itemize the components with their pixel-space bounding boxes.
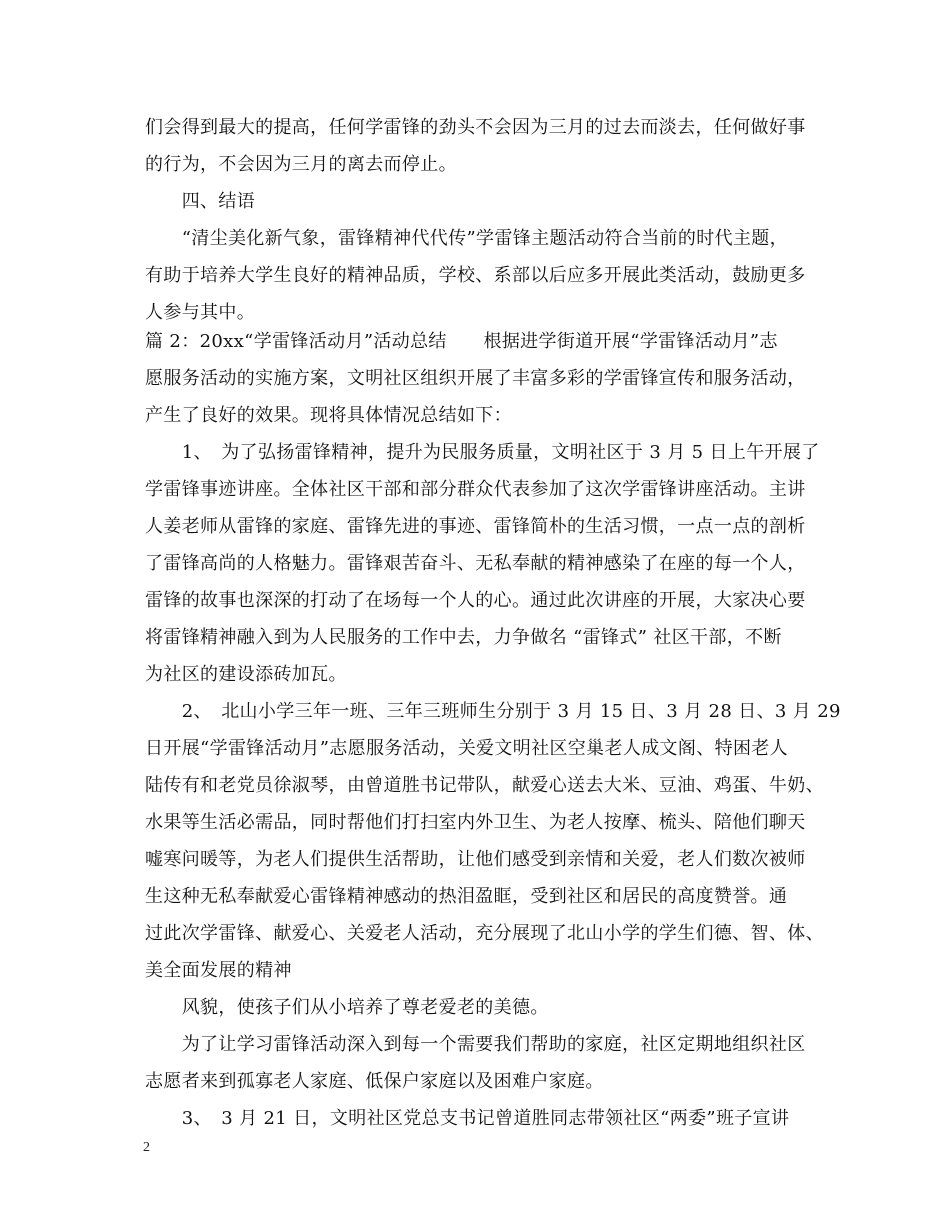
text-line: 1、 为了弘扬雷锋精神，提升为民服务质量，文明社区于 3 月 5 日上午开展了 [145, 442, 820, 463]
text-line: 美全面发展的精神 [145, 960, 292, 981]
text-line: “清尘美化新气象，雷锋精神代代传”学雷锋主题活动符合当前的时代主题， [145, 228, 789, 249]
text-line: 学雷锋事迹讲座。全体社区干部和部分群众代表参加了这次学雷锋讲座活动。主讲 [145, 479, 806, 500]
text-line: 风貌，使孩子们从小培养了尊老爱老的美德。 [145, 997, 549, 1018]
text-line: 生这种无私奉献爱心雷锋精神感动的热泪盈眶，受到社区和居民的高度赞誉。通 [145, 886, 788, 907]
section-heading: 四、结语 [145, 191, 256, 212]
text-line: 3、 3 月 21 日，文明社区党总支书记曾道胜同志带领社区“两委”班子宣讲 [145, 1108, 790, 1129]
text-line: 陆传有和老党员徐淑琴，由曾道胜书记带队，献爱心送去大米、豆油、鸡蛋、牛奶、 [145, 775, 824, 796]
text-line: 日开展“学雷锋活动月”志愿服务活动，关爱文明社区空巢老人成文阁、特困老人 [145, 738, 789, 759]
text-line: 愿服务活动的实施方案，文明社区组织开展了丰富多彩的学雷锋宣传和服务活动， [145, 368, 806, 389]
text-line: 人姜老师从雷锋的家庭、雷锋先进的事迹、雷锋简朴的生活习惯，一点一点的剖析 [145, 516, 806, 537]
text-line: 雷锋的故事也深深的打动了在场每一个人的心。通过此次讲座的开展，大家决心要 [145, 590, 806, 611]
page-number: 2 [143, 1140, 150, 1155]
text-line: 为了让学习雷锋活动深入到每一个需要我们帮助的家庭，社区定期地组织社区 [145, 1034, 806, 1055]
text-line: 产生了良好的效果。现将具体情况总结如下： [145, 405, 512, 426]
article-heading-line: 篇 2：20xx“学雷锋活动月”活动总结 根据进学街道开展“学雷锋活动月”志 [145, 331, 778, 352]
text-line: 过此次学雷锋、献爱心、关爱老人活动，充分展现了北山小学的学生们德、智、体、 [145, 923, 824, 944]
text-line: 有助于培养大学生良好的精神品质，学校、系部以后应多开展此类活动，鼓励更多 [145, 265, 806, 286]
text-line: 的行为，不会因为三月的离去而停止。 [145, 154, 457, 175]
text-line: 嘘寒问暖等，为老人们提供生活帮助，让他们感受到亲情和关爱，老人们数次被师 [145, 849, 806, 870]
text-line: 2、 北山小学三年一班、三年三班师生分别于 3 月 15 日、3 月 28 日、3 月 29 [145, 701, 841, 722]
text-line: 人参与其中。 [145, 302, 256, 323]
text-line: 志愿者来到孤寡老人家庭、低保户家庭以及困难户家庭。 [145, 1071, 604, 1092]
text-line: 水果等生活必需品，同时帮他们打扫室内外卫生、为老人按摩、梳头、陪他们聊天 [145, 812, 806, 833]
text-line: 们会得到最大的提高，任何学雷锋的劲头不会因为三月的过去而淡去，任何做好事 [145, 117, 806, 138]
text-line: 将雷锋精神融入到为人民服务的工作中去，力争做名 “雷锋式” 社区干部，不断 [145, 627, 782, 648]
text-line: 了雷锋高尚的人格魅力。雷锋艰苦奋斗、无私奉献的精神感染了在座的每一个人， [145, 553, 806, 574]
text-line: 为社区的建设添砖加瓦。 [145, 664, 347, 685]
